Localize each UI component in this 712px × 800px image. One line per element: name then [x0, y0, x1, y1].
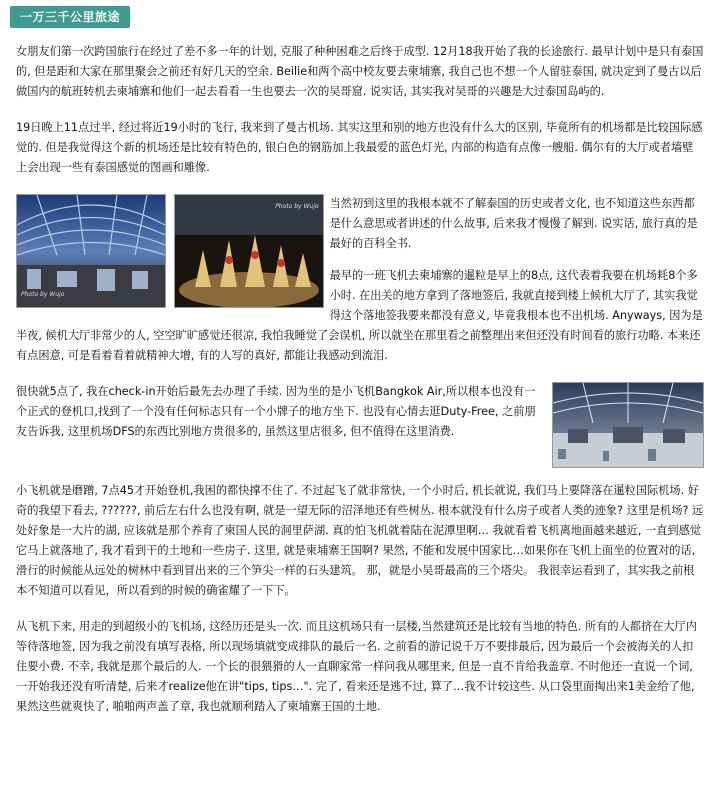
- paragraph-flight: 小飞机就是磨蹭, 7点45才开始登机,我困的都快撑不住了. 不过起飞了就非常快, 一个小时后, 机长就说, 我们马上要降落在暹粒国际机场. 好奇的我望下看去, ??????, 前后左右什么也没有啊, 就是一望无际的沼泽地还有些树丛. 根本就没有什么房子或者人类的迹象? 这里是机场? 远处好象是一大片的湖, 应该就是那个养育了柬国人民的洞里萨湖. 真的怕飞机就着陆在泥潭里啊… 我就看着飞机离地面越来越近, 一直到感觉它马上就落地了, 我才看到干的土地和一些房子. 这里, 就是柬埔寨王国啊? 果然, 不能和发展中国家比…如果你在飞机上面坐的位置对的话, 滑行的时候能从远处的树林中看到冒出来的三个笋尖一样的石头建筑。 那，就是小吴哥最高的三个塔尖。 我很幸运看到了，其实我之前根本不知道可以看见，所以看到的时候的确雀耀了一下下。: [16, 484, 704, 597]
- thai-sculpture-photo: [174, 194, 324, 308]
- paragraph-intro: 女朋友们第一次跨国旅行在经过了差不多一年的计划, 克服了种种困难之后终于成型. 12月18我开始了我的长途旅行. 最早计划中是只有泰国的, 但是距和大家在那里聚会之前还有好几天的空余. Beilie和两个高中校友要去柬埔寨, 我自己也不想一个人留驻泰国, 就决定到了曼古以后做国内的航班转机去柬埔寨和他们一起去看看一生也要去一次的吴哥窟. 说实话, 其实我对吴哥的兴趣是大过泰国岛屿的.: [16, 45, 704, 98]
- photo-watermark: Photo by Wujo: [21, 291, 65, 298]
- airport-hall-photo: [16, 194, 166, 308]
- photo-group-right: [552, 382, 704, 475]
- paragraph-culture: 当然初到这里的我根本就不了解泰国的历史或者文化, 也不知道这些东西都是什么意思或者讲述的什么故事, 后来我才慢慢了解到. 说实话, 旅行真的是最好的百科全书.: [329, 197, 698, 250]
- paragraph-cambodia-arrival: 从飞机下来, 用走的到超级小的飞机场, 这经历还是头一次. 而且这机场只有一层楼,当然建筑还是比较有当地的特色. 所有的人都挤在大厅内等待落地签, 因为我之前没有填写表格, 所以现场填就变成排队的最后一名. 之前看的游记说千万不要排最后, 因为最后一个会被海关的人扣住要小费. 不幸, 我就是那个最后的人. 一个长的很猥猾的人一直聊家常一样问我从哪里来, 但是一直不肯给我盖章. 不时他还一直说一个词, 一开始我还没有听清楚, 后来才realize他在讲"tips, tips…". 完了, 看来还是逃不过, 算了…我不计较这些. 从口袋里面掏出来1美金给了他, 果然这些就爽快了, 啪啪两声盖了章, 我也就顺利踏入了柬埔寨王国的土地.: [16, 620, 697, 713]
- paragraph-arrival: 19日晚上11点过半, 经过将近19小时的飞行, 我来到了曼古机场. 其实这里和别的地方也没有什么大的区别, 毕竟所有的机场都是比较国际感觉的. 但是我觉得这个新的机场还是比较有特色的, 银白色的钢筋加上我最爱的蓝色灯光, 内部的构造有点像一艘船. 偶尔有的大厅或者墙壁上会出现一些有泰国感觉的图画和雕像.: [16, 121, 703, 174]
- paragraph-checkin: 很快就5点了, 我在check-in开始后最先去办理了手续. 因为坐的是小飞机Bangkok Air,所以根本也没有一个正式的登机口,找到了一个没有任何标志只有一个小牌子的地方坐下. 也没有心情去逛Duty-Free, 之前朋友告诉我, 这里机场DFS的东西比别地方贵很多的, 虽然这里店很多, 但不值得在这里消费.: [16, 385, 536, 438]
- photo-watermark: Photo by Wujo: [275, 203, 319, 210]
- section-with-photos: [16, 194, 704, 382]
- photo-group: [16, 194, 324, 315]
- page-title: 一万三千公里旅途: [10, 6, 130, 28]
- article-body: [16, 42, 704, 733]
- departure-hall-photo: [552, 382, 704, 468]
- paragraph-waiting: 最早的一班飞机去柬埔寨的暹粒是早上的8点, 这代表着我要在机场耗8个多小时. 在出关的地方拿到了落地签后, 我就直接到楼上候机大厅了, 其实我觉得这个落地签我要来都没有意义, 毕竟我根本也不出机场. Anyways, 因为是半夜, 候机大厅非常少的人, 空空旷旷感觉还很凉, 我怕我睡觉了会误机, 所以就坐在那里看之前整理出来但还没有时间看的旅行功略. 本来还有点困意, 可是看着看着就精神大增, 有的人写的真好, 都能让我感动到流泪.: [16, 269, 703, 362]
- section-checkin: [16, 382, 704, 481]
